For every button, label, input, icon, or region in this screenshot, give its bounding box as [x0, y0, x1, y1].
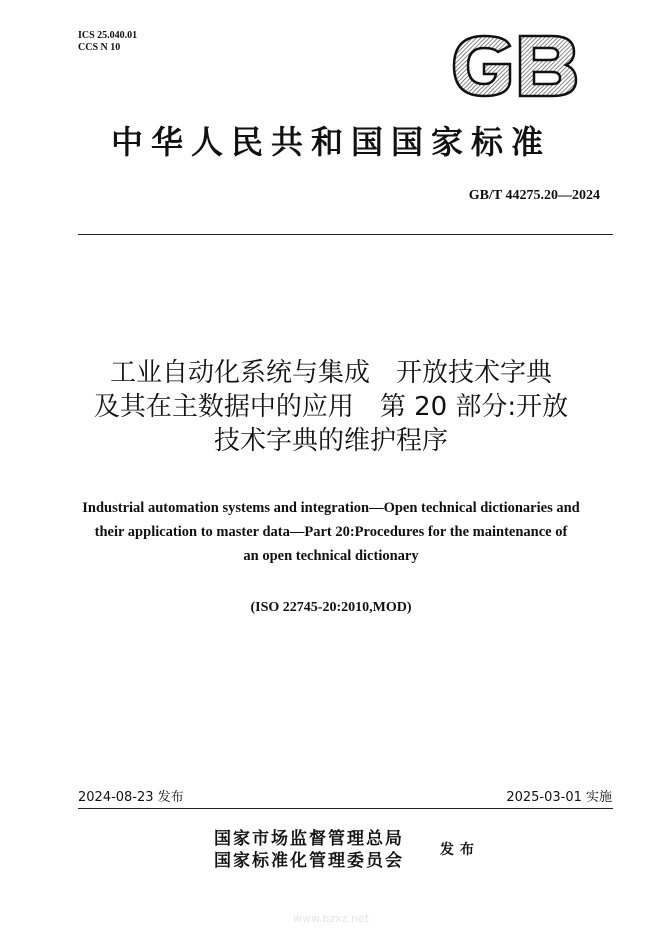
authority-sac: 国家标准化管理委员会: [214, 851, 404, 871]
title-zh-line-3: 技术字典的维护程序: [213, 426, 448, 456]
ccs-code: CCS N 10: [78, 42, 121, 53]
authority-samr: 国家市场监督管理总局: [214, 829, 404, 849]
ics-code: ICS 25.040.01: [78, 30, 138, 41]
title-en-line-1: Industrial automation systems and integration—Open technical dictionaries and: [82, 500, 580, 516]
iso-reference: (ISO 22745-20:2010,MOD): [250, 600, 412, 615]
issue-date: 2024-08-23 发布: [78, 790, 184, 805]
title-english: [60, 496, 602, 568]
title-zh-line-2: 及其在主数据中的应用 第 20 部分:开放: [93, 392, 569, 422]
watermark: www.bzxz.net: [292, 912, 370, 925]
org-title: 中华人民共和国国家标准: [110, 123, 551, 161]
gb-logo: [448, 32, 580, 100]
issuing-authorities: [214, 828, 404, 872]
top-divider: [78, 234, 613, 235]
title-en-line-3: an open technical dictionary: [243, 548, 419, 564]
publish-label: 发布: [440, 842, 480, 858]
bottom-divider: [78, 808, 613, 809]
title-zh-line-1: 工业自动化系统与集成 开放技术字典: [109, 358, 552, 388]
title-chinese: [40, 356, 622, 458]
standard-code: GB/T 44275.20—2024: [468, 188, 600, 203]
title-en-line-2: their application to master data—Part 20:Procedures for the maintenance of: [94, 524, 568, 540]
classification-codes: [78, 30, 137, 54]
implementation-date: 2025-03-01 实施: [506, 790, 612, 805]
